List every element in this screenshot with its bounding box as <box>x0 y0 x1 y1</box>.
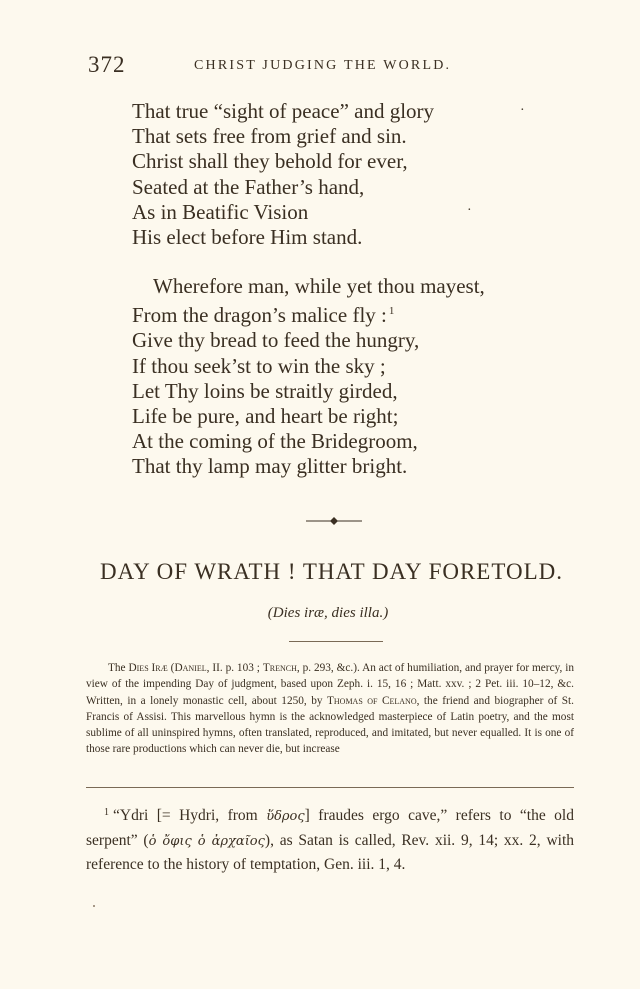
verse-line: Wherefore man, while yet thou mayest, <box>153 274 485 298</box>
section-ornament <box>306 513 362 529</box>
verse-line: Seated at the Father’s hand, <box>132 174 365 199</box>
footnote-part: ] fraudes ergo cave,” refers to “the old serpent” ( <box>86 807 574 849</box>
intro-paragraph <box>86 660 574 758</box>
hymn-title: DAY OF WRATH ! THAT DAY FORETOLD. <box>99 559 564 584</box>
latin-title <box>0 605 640 622</box>
dies-irae-label: Dies Iræ <box>128 662 168 674</box>
stray-mark: · <box>520 103 525 118</box>
verse-line: Life be pure, and heart be right; <box>132 404 399 429</box>
title-rule <box>289 641 383 642</box>
footnote-part: “Ydri [= Hydri, from <box>113 807 267 824</box>
verse-line: At the coming of the Bridegroom, <box>132 429 418 454</box>
verse-line: That sets free from grief and sin. <box>132 124 407 149</box>
trench-citation: Trench <box>262 662 297 674</box>
stray-mark: · <box>467 203 472 218</box>
footnote <box>86 801 574 877</box>
latin-title-text: Dies iræ, dies illa. <box>272 605 384 621</box>
verse-line: Give thy bread to feed the hungry, <box>132 328 420 353</box>
verse-line <box>132 299 485 328</box>
intro-text <box>86 660 574 758</box>
daniel-reference: , II. p. 103 ; <box>206 662 263 674</box>
verse-line: His elect before Him stand. <box>132 225 363 250</box>
stray-dot <box>93 905 95 907</box>
greek-phrase: ὁ ὄφις ὁ ἀρχαῖος <box>148 833 265 849</box>
footnote-text <box>86 801 574 877</box>
intro-body-rest: , the friend and biographer of St. Francis of Assisi. This marvellous hymn is the acknowledged masterpiece of Latin poetry, and the most sublime of all uninspired hymns, often translated, reproduced, and imitated, but never equalled. It is one of those rare productions which can never die, but increase <box>86 694 574 756</box>
footnote-part: ), as Satan is called, Rev. xii. 9, 14; xx. 2, with reference to the history of temptation, Gen. iii. 1, 4. <box>86 831 575 873</box>
intro-paren: ( <box>167 662 175 674</box>
verse-line: If thou seek’st to win the sky ; <box>132 353 386 378</box>
paren-open: ( <box>267 605 273 621</box>
verse-line: That thy lamp may glitter bright. <box>132 454 408 479</box>
footnote-reference: 1 <box>388 305 395 318</box>
page-number: 372 <box>88 52 126 77</box>
author-name: Thomas of Celano <box>326 694 417 707</box>
verse-line: Christ shall they behold for ever, <box>132 149 408 174</box>
paren-close: ) <box>383 605 389 621</box>
daniel-citation: Daniel <box>174 662 207 674</box>
footnote-rule <box>86 787 574 788</box>
footnote-marker: 1 <box>104 807 109 818</box>
intro-lead: The <box>108 662 126 674</box>
page-header <box>0 52 640 82</box>
intro-body: , p. 293, &c.). An act of humiliation, and prayer for mercy, in view of the impending Day of judgment, based upon Zeph. i. 15, 16 ; Matt. xxv. ; 2 Pet. iii. 10–12, &c. Written, in a lonely monastic cell, about 1250, by <box>86 662 575 707</box>
verse-line: Let Thy loins be straitly girded, <box>132 378 398 403</box>
greek-word: ὕδρος <box>266 809 305 824</box>
stanza-1 <box>132 99 434 250</box>
running-title: CHRIST JUDGING THE WORLD. <box>194 58 452 73</box>
verse-line-text: From the dragon’s malice fly : <box>132 303 387 328</box>
stanza-2 <box>132 274 485 480</box>
verse-line: That true “sight of peace” and glory <box>132 99 435 123</box>
verse-line: As in Beatific Vision <box>132 199 309 224</box>
